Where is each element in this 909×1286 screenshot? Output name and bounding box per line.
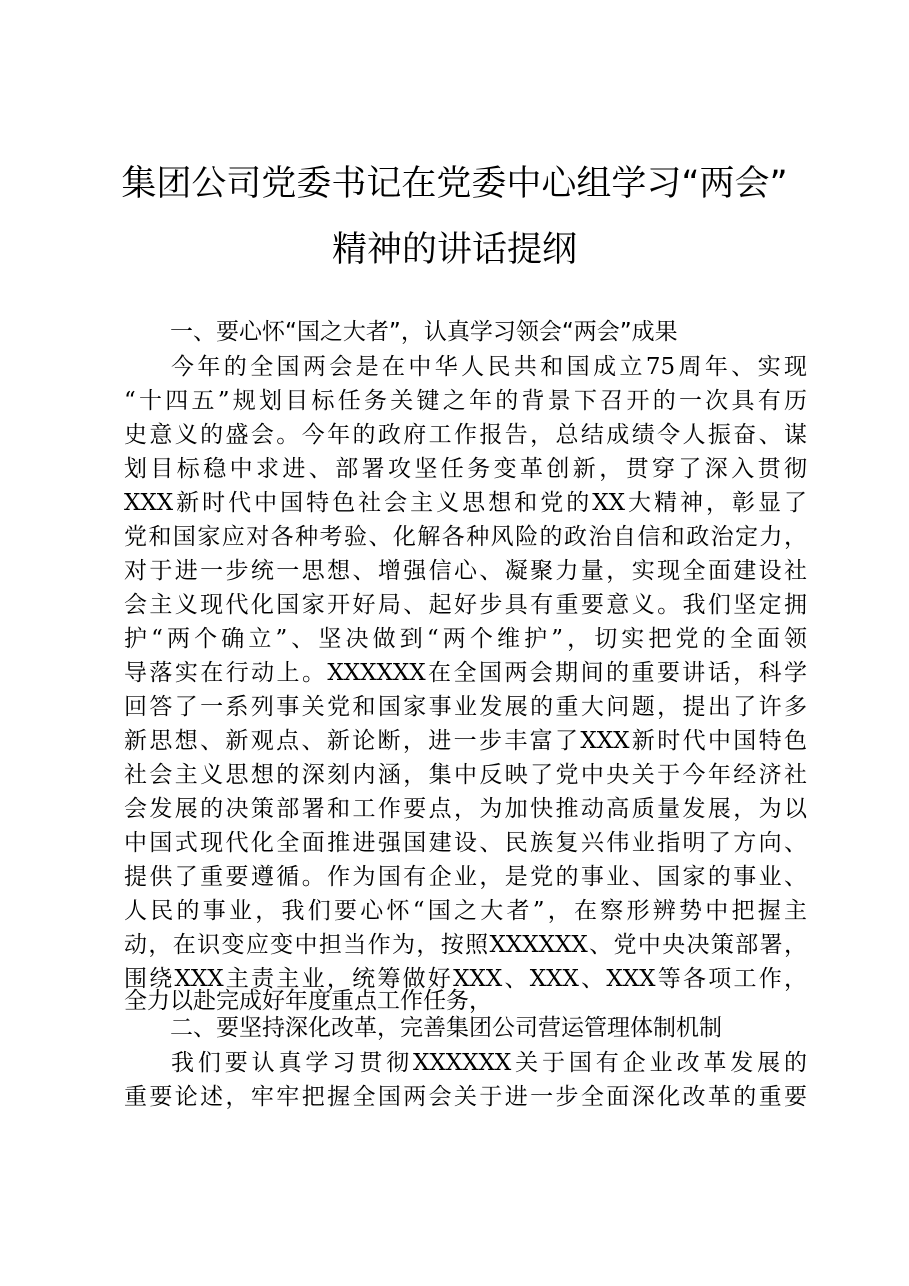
document-title-line-1: 集团公司党委书记在党委中心组学习“两会” — [121, 164, 788, 204]
paragraph-line: “十四五”规划目标任务关键之年的背景下召开的一次具有历 — [124, 388, 807, 414]
paragraph-line: 新思想、新观点、新论断，进一步丰富了XXX新时代中国特色 — [124, 728, 807, 754]
paragraph-line: 社会主义思想的深刻内涵，集中反映了党中央关于今年经济社 — [124, 762, 807, 788]
paragraph-line: 重要论述，牢牢把握全国两会关于进一步全面深化改革的重要 — [124, 1084, 807, 1110]
paragraph-line: 回答了一系列事关党和国家事业发展的重大问题，提出了许多 — [124, 694, 807, 720]
paragraph-line: 会发展的决策部署和工作要点，为加快推动高质量发展，为以 — [124, 796, 807, 822]
paragraph-line: 围绕XXX主责主业，统筹做好XXX、XXX、XXX等各项工作， — [124, 966, 807, 992]
document-title-line-2: 精神的讲话提纲 — [331, 230, 577, 270]
section-2-heading: 二、要坚持深化改革，完善集团公司营运管理体制机制 — [170, 1015, 722, 1041]
paragraph-line: 中国式现代化全面推进强国建设、民族复兴伟业指明了方向、 — [124, 830, 807, 856]
paragraph-line: 我们要认真学习贯彻XXXXXX关于国有企业改革发展的 — [171, 1050, 807, 1076]
paragraph-line: 党和国家应对各种考验、化解各种风险的政治自信和政治定力， — [124, 524, 807, 550]
paragraph-line: 对于进一步统一思想、增强信心、凝聚力量，实现全面建设社 — [124, 558, 807, 584]
paragraph-line: 全力以赴完成好年度重点工作任务， — [124, 988, 492, 1014]
paragraph-line: 人民的事业，我们要心怀“国之大者”，在察形辨势中把握主 — [124, 898, 807, 924]
paragraph-line: 护“两个确立”、坚决做到“两个维护”，切实把党的全面领 — [124, 626, 807, 652]
paragraph-line: XXX新时代中国特色社会主义思想和党的XX大精神，彰显了 — [124, 490, 807, 516]
paragraph-line: 划目标稳中求进、部署攻坚任务变革创新，贯穿了深入贯彻 — [124, 456, 807, 482]
paragraph-line: 提供了重要遵循。作为国有企业，是党的事业、国家的事业、 — [124, 864, 807, 890]
section-1-heading: 一、要心怀“国之大者”，认真学习领会“两会”成果 — [170, 319, 678, 345]
paragraph-line: 导落实在行动上。XXXXXX在全国两会期间的重要讲话，科学 — [124, 660, 807, 686]
paragraph-line: 会主义现代化国家开好局、起好步具有重要意义。我们坚定拥 — [124, 592, 807, 618]
paragraph-line: 动，在识变应变中担当作为，按照XXXXXX、党中央决策部署， — [124, 932, 807, 958]
paragraph-line: 史意义的盛会。今年的政府工作报告，总结成绩令人振奋、谋 — [124, 422, 807, 448]
paragraph-line: 今年的全国两会是在中华人民共和国成立75周年、实现 — [171, 354, 807, 380]
